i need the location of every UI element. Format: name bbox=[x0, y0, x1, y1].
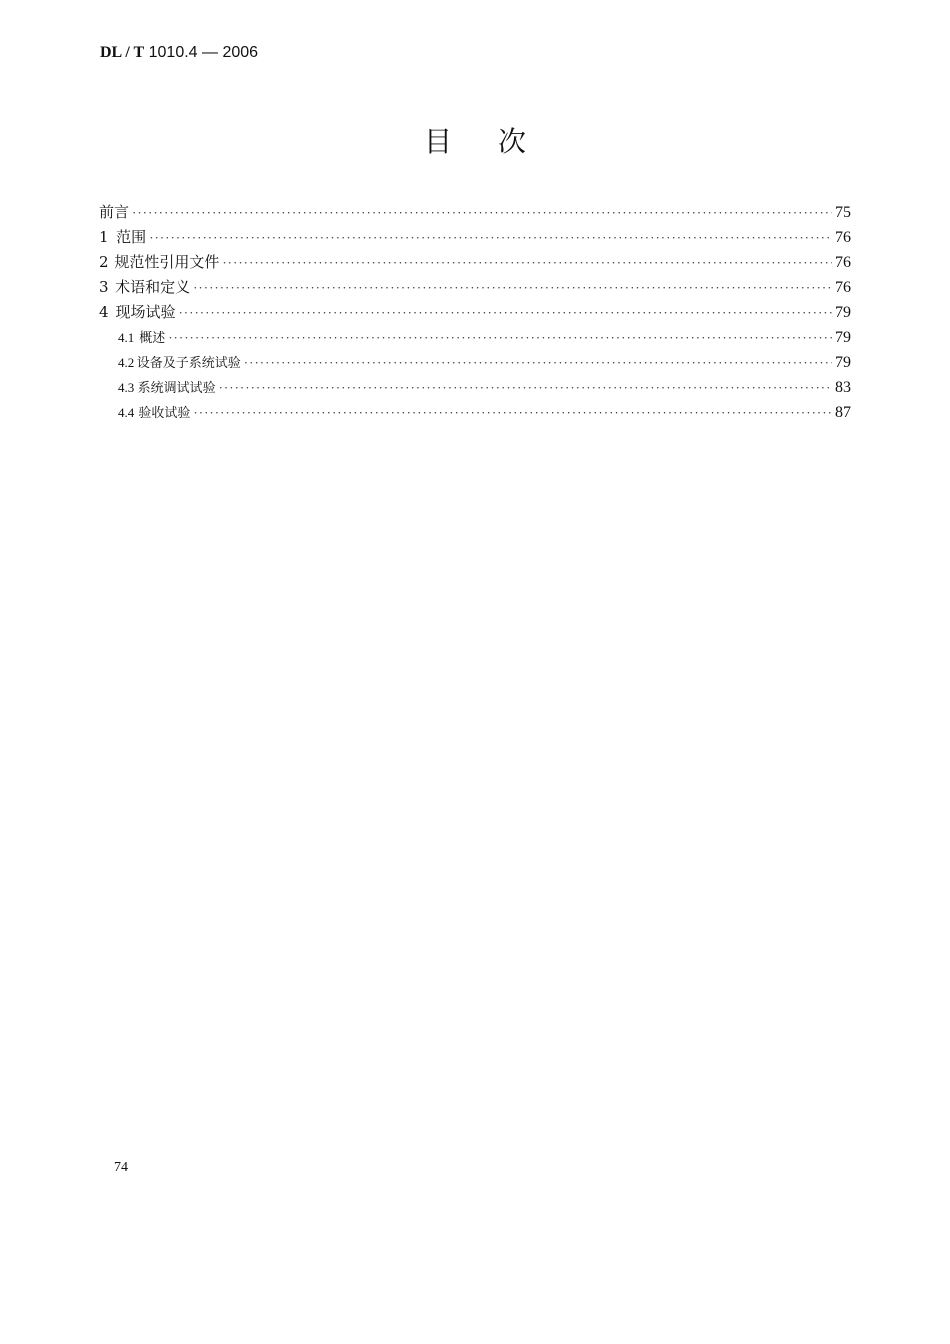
toc-entry-label: 概述 bbox=[139, 331, 166, 346]
toc-entry-label: 前言 bbox=[99, 203, 130, 221]
toc-entry[interactable] bbox=[99, 300, 851, 325]
toc-entry-number: 4 bbox=[99, 303, 109, 321]
toc-entry[interactable] bbox=[99, 250, 851, 275]
table-of-contents bbox=[99, 200, 851, 425]
toc-leader-dots bbox=[193, 275, 832, 300]
toc-entry-label: 系统调试试验 bbox=[137, 381, 216, 396]
title-part-1: 目 bbox=[423, 125, 452, 158]
page-title bbox=[0, 120, 950, 160]
toc-entry-label: 设备及子系统试验 bbox=[136, 356, 241, 371]
toc-entry-label: 术语和定义 bbox=[115, 278, 191, 296]
toc-entry-page: 79 bbox=[835, 329, 851, 346]
toc-entry-label: 验收试验 bbox=[138, 406, 191, 421]
toc-entry-number: 2 bbox=[99, 253, 109, 271]
toc-entry-page: 76 bbox=[835, 279, 851, 296]
toc-subentry[interactable] bbox=[99, 350, 851, 375]
toc-entry-page: 87 bbox=[835, 404, 851, 421]
toc-leader-dots bbox=[244, 350, 832, 375]
toc-entry-label: 现场试验 bbox=[115, 303, 176, 321]
toc-entry-number: 4.3 bbox=[118, 380, 135, 395]
standard-code: DL / T bbox=[100, 44, 145, 61]
toc-entry-page: 76 bbox=[835, 229, 851, 246]
toc-entry-page: 83 bbox=[835, 379, 851, 396]
toc-entry-number: 4.2 bbox=[118, 355, 135, 370]
toc-leader-dots bbox=[222, 250, 832, 275]
toc-entry-number: 4.4 bbox=[118, 405, 135, 420]
toc-entry-label: 范围 bbox=[116, 228, 147, 246]
toc-subentry[interactable] bbox=[99, 375, 851, 400]
toc-leader-dots bbox=[219, 375, 832, 400]
toc-entry-number: 4.1 bbox=[118, 330, 135, 345]
document-header bbox=[100, 44, 258, 62]
toc-entry-label: 规范性引用文件 bbox=[114, 253, 220, 271]
toc-entry[interactable] bbox=[99, 225, 851, 250]
toc-entry-number: 3 bbox=[99, 278, 109, 296]
toc-leader-dots bbox=[178, 300, 832, 325]
toc-subentry[interactable] bbox=[99, 400, 851, 425]
toc-subentry[interactable] bbox=[99, 325, 851, 350]
toc-entry-page: 79 bbox=[835, 304, 851, 321]
toc-entry-page: 75 bbox=[835, 204, 851, 221]
title-part-2: 次 bbox=[498, 125, 527, 158]
toc-entry[interactable] bbox=[99, 275, 851, 300]
toc-entry-page: 76 bbox=[835, 254, 851, 271]
toc-entry[interactable] bbox=[99, 200, 851, 225]
toc-leader-dots bbox=[132, 200, 832, 225]
toc-leader-dots bbox=[168, 325, 832, 350]
page-number: 74 bbox=[114, 1160, 128, 1175]
toc-leader-dots bbox=[149, 225, 832, 250]
toc-entry-number: 1 bbox=[99, 228, 109, 246]
document-number: 1010.4 — 2006 bbox=[148, 44, 259, 61]
toc-entry-page: 79 bbox=[835, 354, 851, 371]
toc-leader-dots bbox=[193, 400, 832, 425]
